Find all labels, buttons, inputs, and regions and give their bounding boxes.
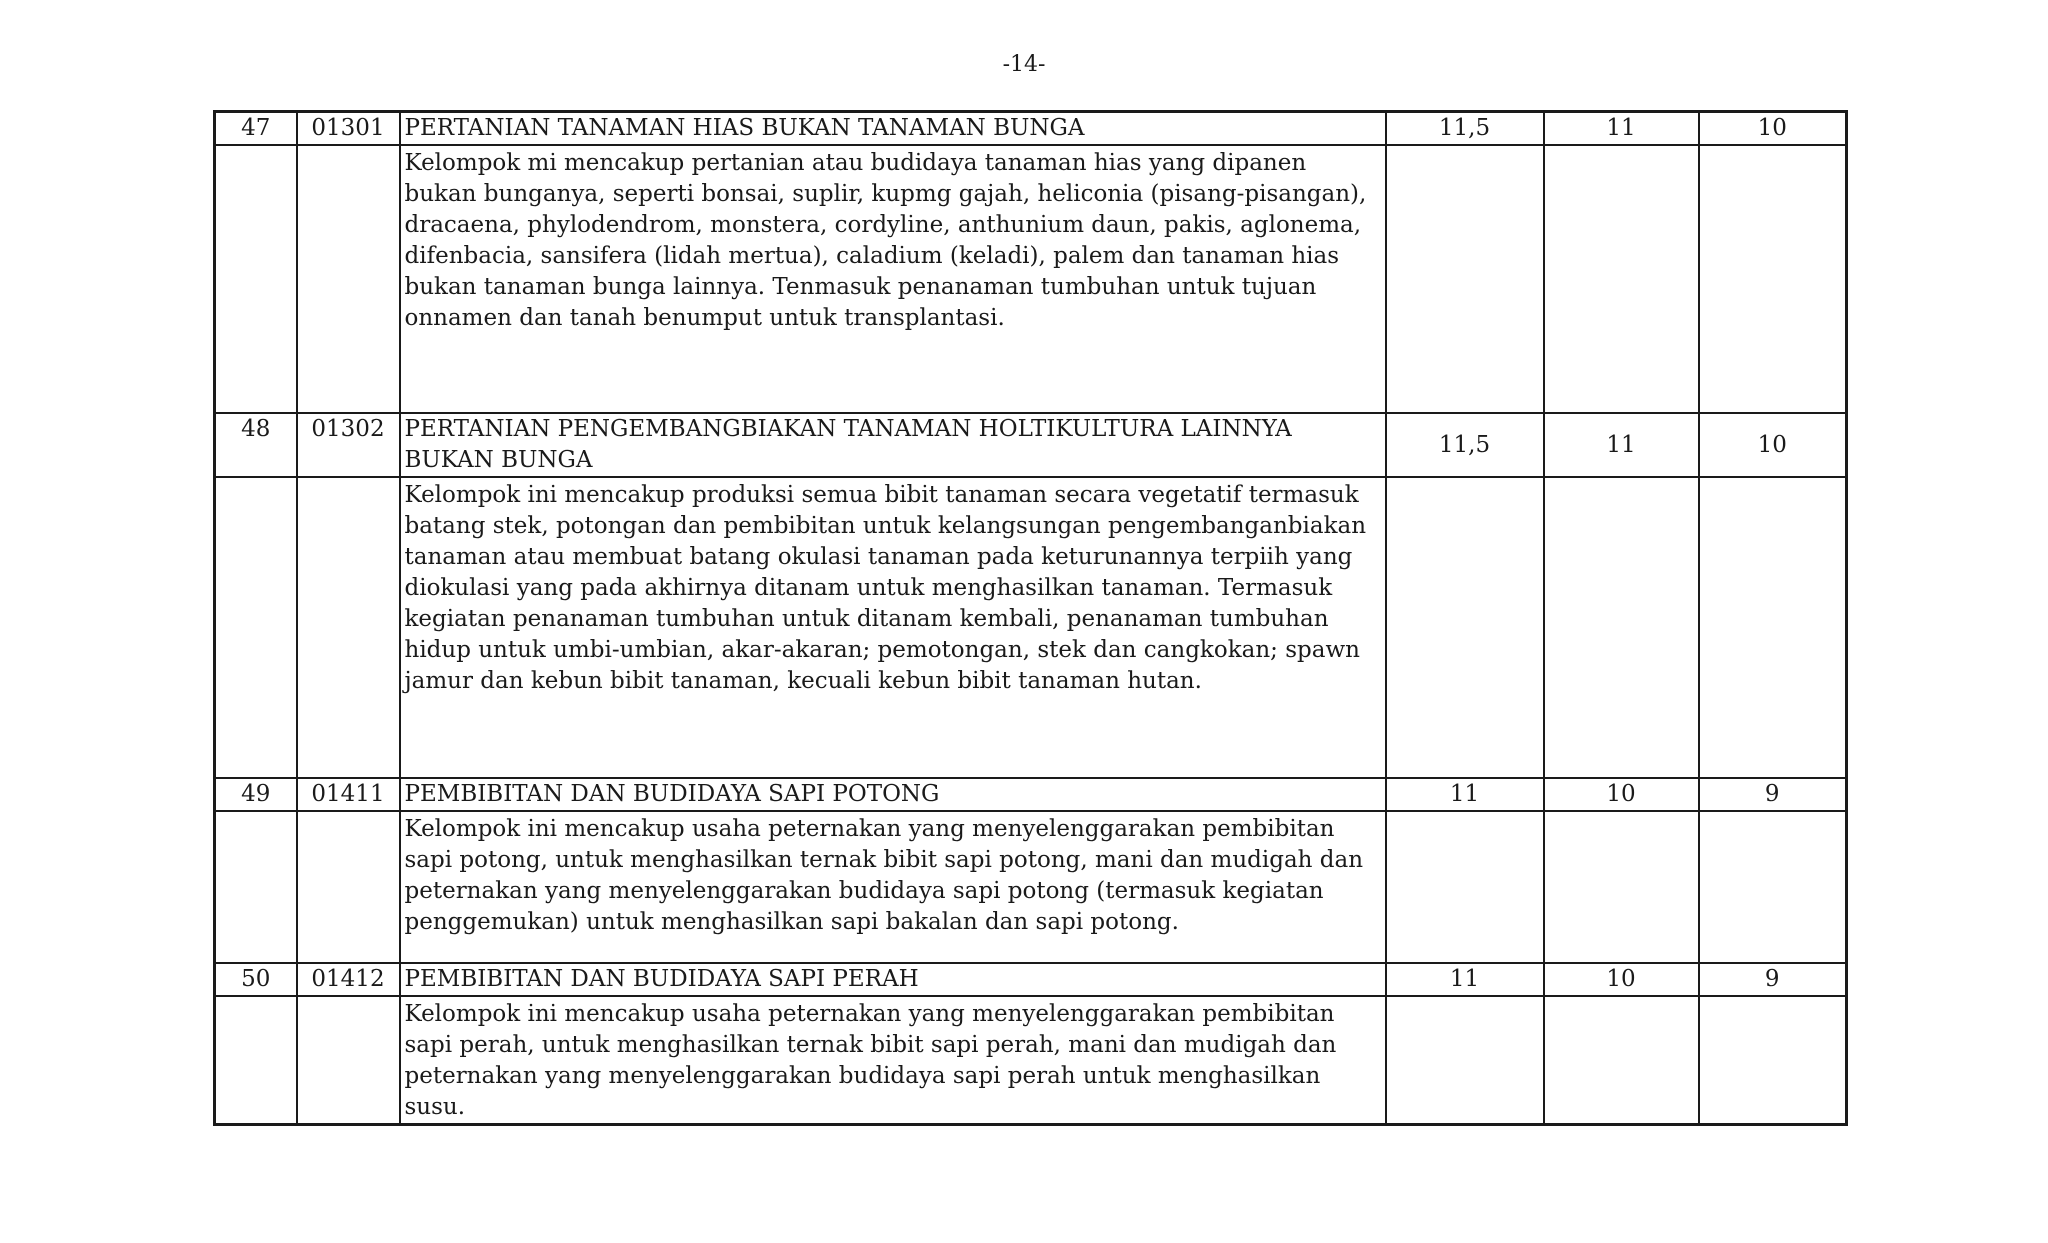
value-2: 11 [1544, 112, 1699, 146]
kbli-title: PERTANIAN TANAMAN HIAS BUKAN TANAMAN BUNGA [400, 112, 1386, 146]
value-3: 9 [1699, 963, 1847, 996]
table-row-description [215, 996, 1847, 1125]
empty-cell [1386, 996, 1544, 1125]
kbli-code: 01411 [297, 778, 400, 811]
table-row [215, 778, 1847, 811]
value-3: 10 [1699, 112, 1847, 146]
empty-cell [1386, 145, 1544, 413]
kbli-title: PEMBIBITAN DAN BUDIDAYA SAPI PERAH [400, 963, 1386, 996]
empty-cell [1699, 145, 1847, 413]
kbli-description: Kelompok ini mencakup produksi semua bibit tanaman secara vegetatif termasuk batang stek, potongan dan pembibitan untuk kelangsungan pengembanganbiakan tanaman atau membuat batang okulasi tanaman pada keturunannya terpiih yang diokulasi yang pada akhirnya ditanam untuk menghasilkan tanaman. Termasuk kegiatan penanaman tumbuhan untuk ditanam kembali, penanaman tumbuhan hidup untuk umbi-umbian, akar-akaran; pemotongan, stek dan cangkokan; spawn jamur dan kebun bibit tanaman, kecuali kebun bibit tanaman hutan. [400, 477, 1386, 778]
value-1: 11 [1386, 778, 1544, 811]
kbli-table [213, 110, 1848, 1126]
empty-cell [297, 811, 400, 963]
empty-cell [1544, 477, 1699, 778]
value-3: 9 [1699, 778, 1847, 811]
empty-cell [215, 996, 297, 1125]
row-number: 48 [215, 413, 297, 477]
kbli-title: PERTANIAN PENGEMBANGBIAKAN TANAMAN HOLTIKULTURA LAINNYA BUKAN BUNGA [400, 413, 1386, 477]
table-row [215, 963, 1847, 996]
empty-cell [1386, 477, 1544, 778]
empty-cell [1544, 811, 1699, 963]
table-row-description [215, 811, 1847, 963]
kbli-description: Kelompok ini mencakup usaha peternakan yang menyelenggarakan pembibitan sapi potong, untuk menghasilkan ternak bibit sapi potong, mani dan mudigah dan peternakan yang menyelenggarakan budidaya sapi potong (termasuk kegiatan penggemukan) untuk menghasilkan sapi bakalan dan sapi potong. [400, 811, 1386, 963]
kbli-code: 01412 [297, 963, 400, 996]
kbli-title: PEMBIBITAN DAN BUDIDAYA SAPI POTONG [400, 778, 1386, 811]
kbli-description: Kelompok ini mencakup usaha peternakan yang menyelenggarakan pembibitan sapi perah, untuk menghasilkan ternak bibit sapi perah, mani dan mudigah dan peternakan yang menyelenggarakan budidaya sapi perah untuk menghasilkan susu. [400, 996, 1386, 1125]
empty-cell [1699, 811, 1847, 963]
row-number: 49 [215, 778, 297, 811]
page-number: -14- [1002, 52, 1046, 77]
empty-cell [215, 811, 297, 963]
empty-cell [297, 477, 400, 778]
value-1: 11 [1386, 963, 1544, 996]
value-2: 10 [1544, 963, 1699, 996]
kbli-description: Kelompok mi mencakup pertanian atau budidaya tanaman hias yang dipanen bukan bunganya, seperti bonsai, suplir, kupmg gajah, heliconia (pisang-pisangan), dracaena, phylodendrom, monstera, cordyline, anthunium daun, pakis, aglonema, difenbacia, sansifera (lidah mertua), caladium (keladi), palem dan tanaman hias bukan tanaman bunga lainnya. Tenmasuk penanaman tumbuhan untuk tujuan onnamen dan tanah benumput untuk transplantasi. [400, 145, 1386, 413]
empty-cell [215, 477, 297, 778]
empty-cell [215, 145, 297, 413]
row-number: 47 [215, 112, 297, 146]
table-row-description [215, 477, 1847, 778]
value-2: 10 [1544, 778, 1699, 811]
table-row [215, 112, 1847, 146]
value-2: 11 [1544, 413, 1699, 477]
empty-cell [1544, 996, 1699, 1125]
value-1: 11,5 [1386, 413, 1544, 477]
value-1: 11,5 [1386, 112, 1544, 146]
empty-cell [1699, 477, 1847, 778]
value-3: 10 [1699, 413, 1847, 477]
kbli-code: 01302 [297, 413, 400, 477]
empty-cell [1544, 145, 1699, 413]
row-number: 50 [215, 963, 297, 996]
empty-cell [297, 145, 400, 413]
table-row-description [215, 145, 1847, 413]
table-row [215, 413, 1847, 477]
empty-cell [297, 996, 400, 1125]
empty-cell [1386, 811, 1544, 963]
kbli-code: 01301 [297, 112, 400, 146]
empty-cell [1699, 996, 1847, 1125]
